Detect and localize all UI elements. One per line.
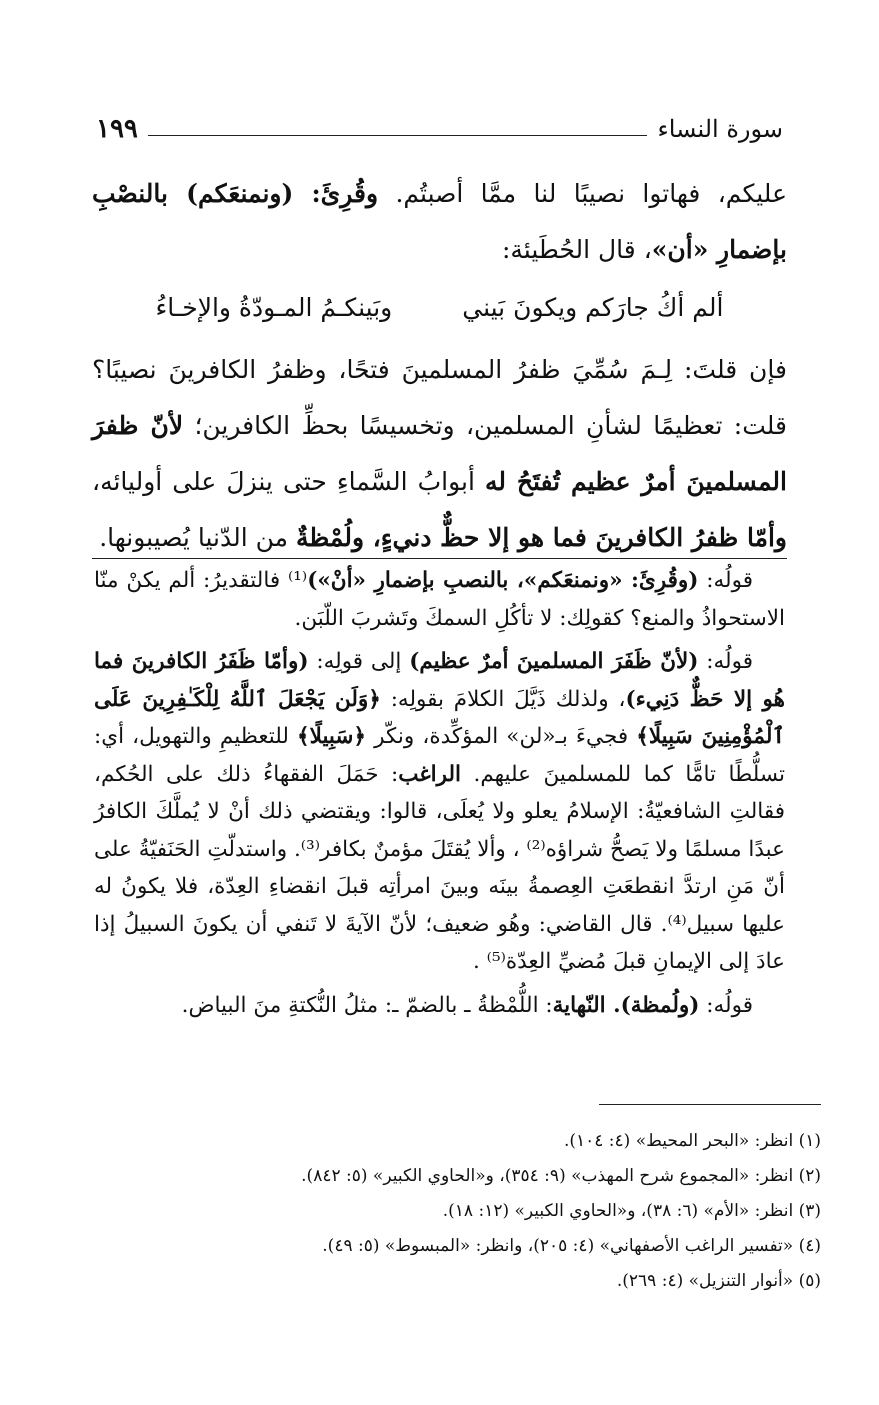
commentary-span: قولُه:: [698, 568, 753, 593]
surah-title: سورة النساء: [657, 115, 783, 143]
commentary-span: قولُه:: [699, 992, 753, 1018]
commentary-paragraph-1: [94, 562, 785, 637]
main-text-span: فإن قلتَ: لِـمَ سُمِّيَ ظفرُ المسلمينَ فتحًا، وظفرُ الكافرينَ نصيبًا؟ قلت: تعظيمًا لشأنِ المسلمين، وتخسيسًا بحظِّ الكافرين؛: [92, 355, 787, 440]
lemma-text: (لأنّ ظَفَرَ المسلمينَ أمرٌ عظيم): [409, 649, 699, 674]
commentary-paragraph-3: [94, 987, 785, 1025]
commentary-span: للتعظيمِ والتهويل، أي: تسلُّطًا تامًّا كما للمسلمينَ عليهم.: [94, 724, 785, 787]
footnote-item: (١) انظر: «البحر المحيط» (٤: ١٠٤).: [563, 1131, 821, 1151]
footnotes: [94, 1124, 821, 1299]
quran-quote: ﴿سَبِيلًا﴾: [297, 724, 367, 749]
main-text-span: من الدّنيا يُصيبونها.: [99, 523, 296, 552]
footnote-item: (٢) انظر: «المجموع شرح المهذب» (٩: ٣٥٤)، و«الحاوي الكبير» (٥: ٨٤٢).: [301, 1166, 821, 1186]
footnote-item: (٥) «أنوار التنزيل» (٤: ٢٦٩).: [616, 1271, 821, 1291]
source-name: الراغب: [398, 761, 461, 787]
main-paragraph-1: [92, 166, 787, 278]
main-text-span: ، قال الحُطَيئة:: [501, 235, 652, 264]
header-rule: [148, 135, 648, 136]
commentary-section: [94, 562, 785, 1030]
footnote-item: (٣) انظر: «الأم» (٦: ٣٨)، و«الحاوي الكبير» (١٢: ١٨).: [442, 1201, 821, 1221]
page-header: [96, 112, 783, 146]
section-divider: [92, 558, 787, 559]
lemma-text: (ولُمظة). النّهاية: [552, 992, 700, 1018]
page-number: ١٩٩: [96, 114, 138, 144]
verse-second-hemistich: وبَينكـمُ المـودّةُ والإخـاءُ: [155, 293, 393, 322]
lemma-text: (وقُرِئَ: «ونمنعَكم»، بالنصبِ بإضمارِ «أنْ»): [307, 568, 699, 593]
main-paragraph-2: [92, 342, 787, 566]
commentary-span: : اللُّمْظةُ ـ بالضمّ ـ: مثلُ النُّكتةِ منَ البياض.: [181, 992, 553, 1018]
quran-quote: ﴿وَلَن يَجْعَلَ ٱللَّهُ لِلْكَـٰفِرِينَ عَلَى ٱلْمُؤْمِنِينَ سَبِيلًا﴾: [94, 686, 785, 749]
commentary-span: إلى قولِه:: [308, 649, 410, 674]
lemma-text: (وأمّا ظَفَرُ الكافرينَ فما هُو إلا حَظٌّ دَنِيء): [94, 649, 785, 712]
verse-first-hemistich: ألم أكُ جارَكم ويكونَ بَيني: [462, 293, 724, 322]
main-text: [92, 166, 787, 566]
footnote-item: (٤) «تفسير الراغب الأصفهاني» (٤: ٢٠٥)، وانظر: «المبسوط» (٥: ٤٩).: [322, 1236, 821, 1256]
commentary-span: فجيءَ بـ«لن» المؤكِّدة، ونكّر: [366, 724, 637, 749]
main-text-span: عليكم، فهاتوا نصيبًا لنا ممَّا أصبتُم.: [378, 179, 787, 208]
emphasis-text: وأمّا ظفرُ الكافرينَ فما هو إلا حظٌّ دنيءٍ، ولُمْظةٌ: [295, 523, 787, 552]
reading-variant: وقُرِئَ: (ونمنعَكم) بالنصْبِ بإضمارِ «أن»: [92, 179, 787, 264]
commentary-span: قولُه:: [698, 649, 753, 674]
main-text-span: أبوابُ السَّماءِ حتى ينزلَ على أوليائه،: [92, 467, 485, 496]
poetry-verse: [92, 280, 787, 336]
commentary-span: : حَمَلَ الفقهاءُ ذلك على الحُكم، فقالتِ الشافعيّةُ: الإسلامُ يعلو ولا يُعلَى، قالوا: ويقتضي ذلك أنْ لا يُملَّكَ الكافرُ عبدًا مسلمًا ولا يَصحُّ شراؤه⁽²⁾ ، وألا يُقتَلَ مؤمنٌ بكافر⁽³⁾. واستدلّتِ الحَنَفيّةُ على أنّ مَنِ ارتدَّ انقطعَتِ العِصمةُ بينَه وبينَ امرأتِه قبلَ انقضاءِ العِدّة، فلا يكونُ له عليها سبيل⁽⁴⁾. قال القاضي: وهُو ضعيف؛ لأنّ الآيةَ لا تَنفي أن يكونَ السبيلُ إذا عادَ إلى الإيمانِ قبلَ مُضيِّ العِدّة⁽⁵⁾ .: [94, 761, 785, 974]
commentary-span: ⁽¹⁾ فالتقديرُ: ألم يكنْ منّا الاستحواذُ والمنع؟ كقولِك: لا تأكُلِ السمكَ وتَشربَ اللّبَن.: [94, 568, 785, 631]
emphasis-text: لأنّ ظفرَ المسلمينَ أمرٌ عظيم تُفتَحُ له: [92, 411, 787, 496]
footnote-rule: [599, 1104, 821, 1105]
commentary-span: ، ولذلك ذَيَّلَ الكلامَ بقولِه:: [380, 686, 626, 712]
commentary-paragraph-2: [94, 643, 785, 981]
